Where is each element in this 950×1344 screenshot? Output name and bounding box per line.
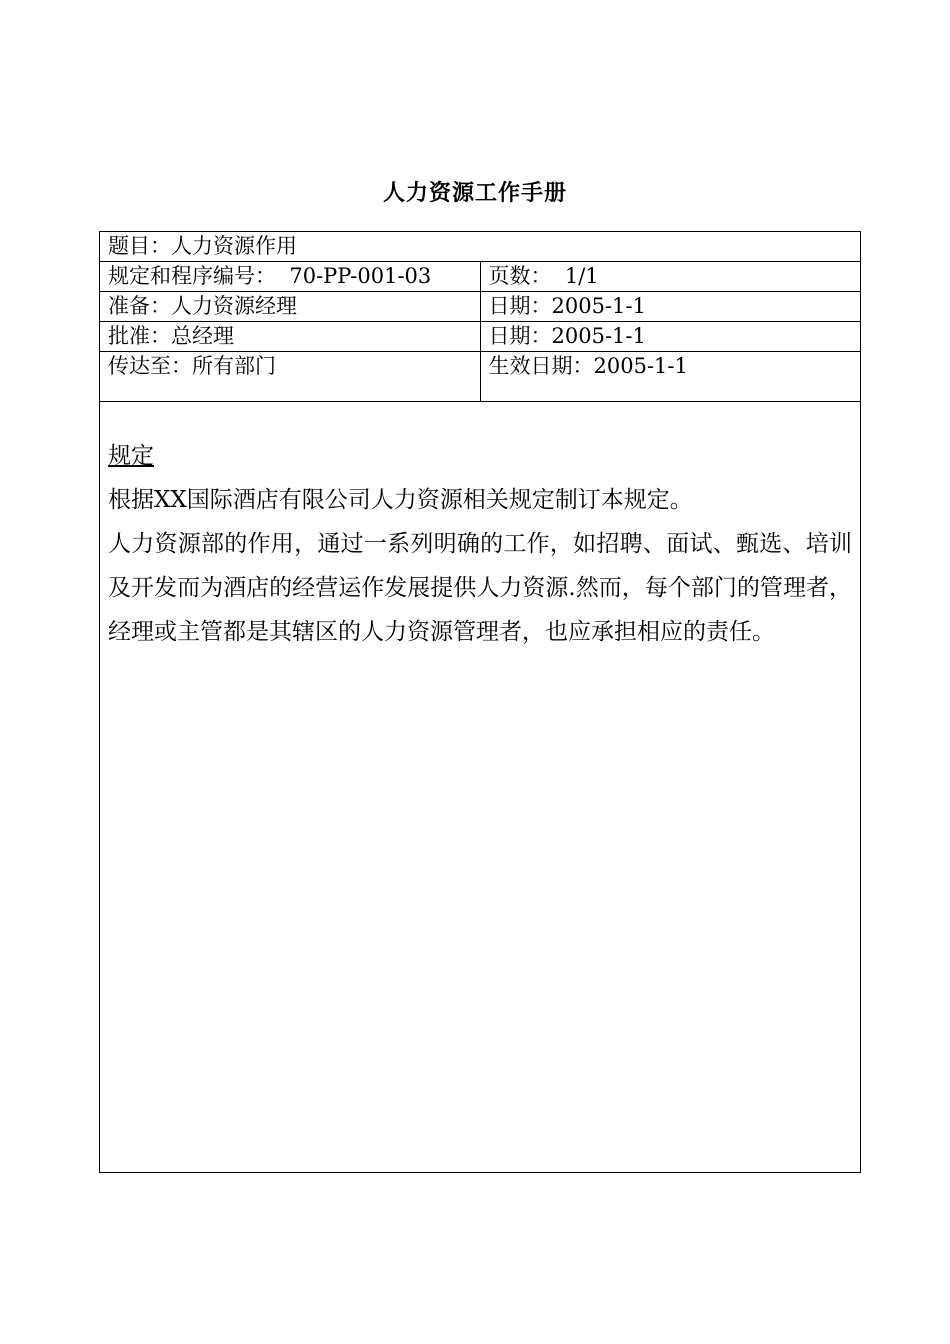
body-row [100,402,861,1173]
subject-row [100,232,861,262]
procedure-number-cell: 规定和程序编号： 70-PP-001-03 [100,262,481,292]
paragraph-role: 人力资源部的作用，通过一系列明确的工作，如招聘、面试、甄选、培训及开发而为酒店的经营运作发展提供人力资源.然而，每个部门的管理者，经理或主管都是其辖区的人力资源管理者，也应承担相应的责任。 [108,531,852,645]
effective-date-cell: 生效日期：2005-1-1 [480,352,861,402]
prepared-row [100,292,861,322]
paragraph-basis: 根据XX国际酒店有限公司人力资源相关规定制订本规定。 [108,487,693,513]
page-count-cell: 页数： 1/1 [480,262,861,292]
body-cell [100,402,861,1173]
prepared-date-cell: 日期：2005-1-1 [480,292,861,322]
subject-cell: 题目：人力资源作用 [100,232,861,262]
prepared-by-cell: 准备：人力资源经理 [100,292,481,322]
approved-date-cell: 日期：2005-1-1 [480,322,861,352]
document-form-table [99,231,861,1173]
section-heading: 规定 [108,443,154,469]
distributed-to-cell: 传达至：所有部门 [100,352,481,402]
document-title: 人力资源工作手册 [382,181,567,206]
approved-by-cell: 批准：总经理 [100,322,481,352]
procedure-row [100,262,861,292]
approved-row [100,322,861,352]
distribution-row [100,352,861,402]
